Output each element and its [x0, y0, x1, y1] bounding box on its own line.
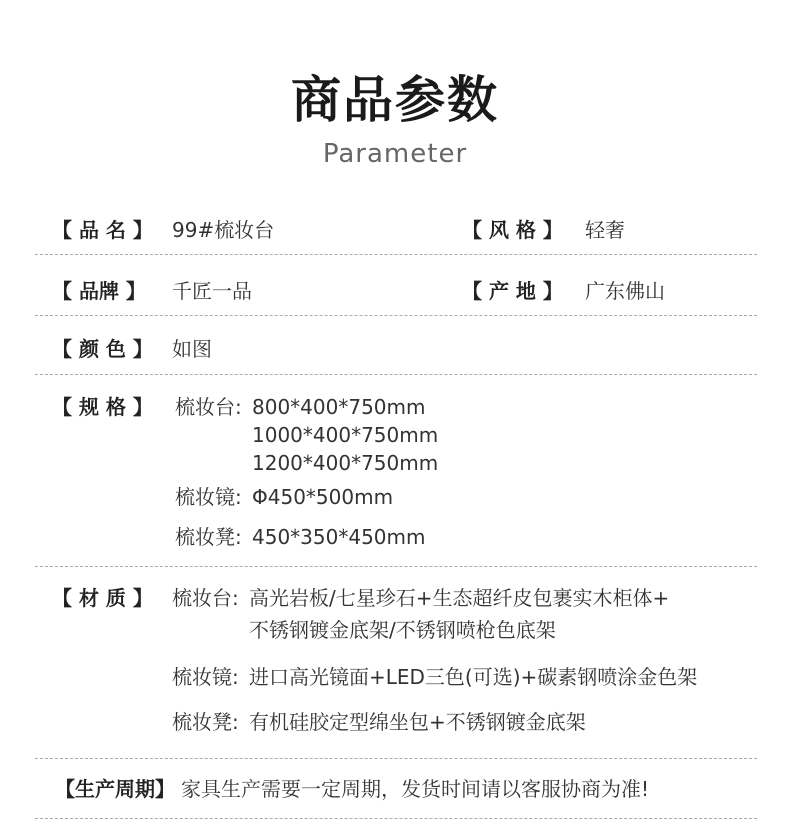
color-value: 如图 — [172, 337, 212, 361]
brand-value: 千匠一品 — [172, 279, 252, 303]
page-title: 商品参数 — [291, 71, 499, 129]
spec-item-name: 梳妆凳: — [175, 525, 242, 549]
spec-item-name: 梳妆台: — [175, 395, 242, 419]
material-item-value: 高光岩板/七星珍石+生态超纤皮包裹实木柜体+ — [249, 586, 670, 610]
color-label: 【 颜 色 】 — [52, 337, 153, 361]
divider — [35, 374, 757, 375]
name-label: 【 品 名 】 — [52, 218, 153, 242]
spec-item-value: 450*350*450mm — [252, 525, 426, 549]
material-item-value: 有机硅胶定型绵坐包+不锈钢镀金底架 — [249, 710, 586, 734]
style-label: 【 风 格 】 — [462, 218, 563, 242]
page-subtitle: Parameter — [322, 139, 468, 169]
spec-item-value: 800*400*750mm — [252, 395, 426, 419]
divider — [35, 254, 757, 255]
material-label: 【 材 质 】 — [52, 586, 153, 610]
material-item-name: 梳妆凳: — [172, 710, 239, 734]
divider — [35, 566, 757, 567]
production-label: 【生产周期】 — [55, 777, 175, 801]
origin-value: 广东佛山 — [585, 279, 665, 303]
spec-item-value: 1000*400*750mm — [252, 423, 439, 447]
divider — [35, 758, 757, 759]
name-value: 99#梳妆台 — [172, 218, 275, 242]
style-value: 轻奢 — [585, 218, 625, 242]
spec-label: 【 规 格 】 — [52, 395, 153, 419]
brand-label: 【 品牌 】 — [52, 279, 146, 303]
material-item-name: 梳妆镜: — [172, 665, 239, 689]
origin-label: 【 产 地 】 — [462, 279, 563, 303]
divider — [35, 315, 757, 316]
spec-item-value: Φ450*500mm — [252, 485, 394, 509]
spec-item-name: 梳妆镜: — [175, 485, 242, 509]
material-item-name: 梳妆台: — [172, 586, 239, 610]
divider — [35, 818, 757, 819]
material-item-value: 不锈钢镀金底架/不锈钢喷枪色底架 — [249, 618, 556, 642]
material-item-value: 进口高光镜面+LED三色(可选)+碳素钢喷涂金色架 — [249, 665, 698, 689]
spec-item-value: 1200*400*750mm — [252, 451, 439, 475]
production-value: 家具生产需要一定周期，发货时间请以客服协商为准! — [181, 777, 650, 801]
